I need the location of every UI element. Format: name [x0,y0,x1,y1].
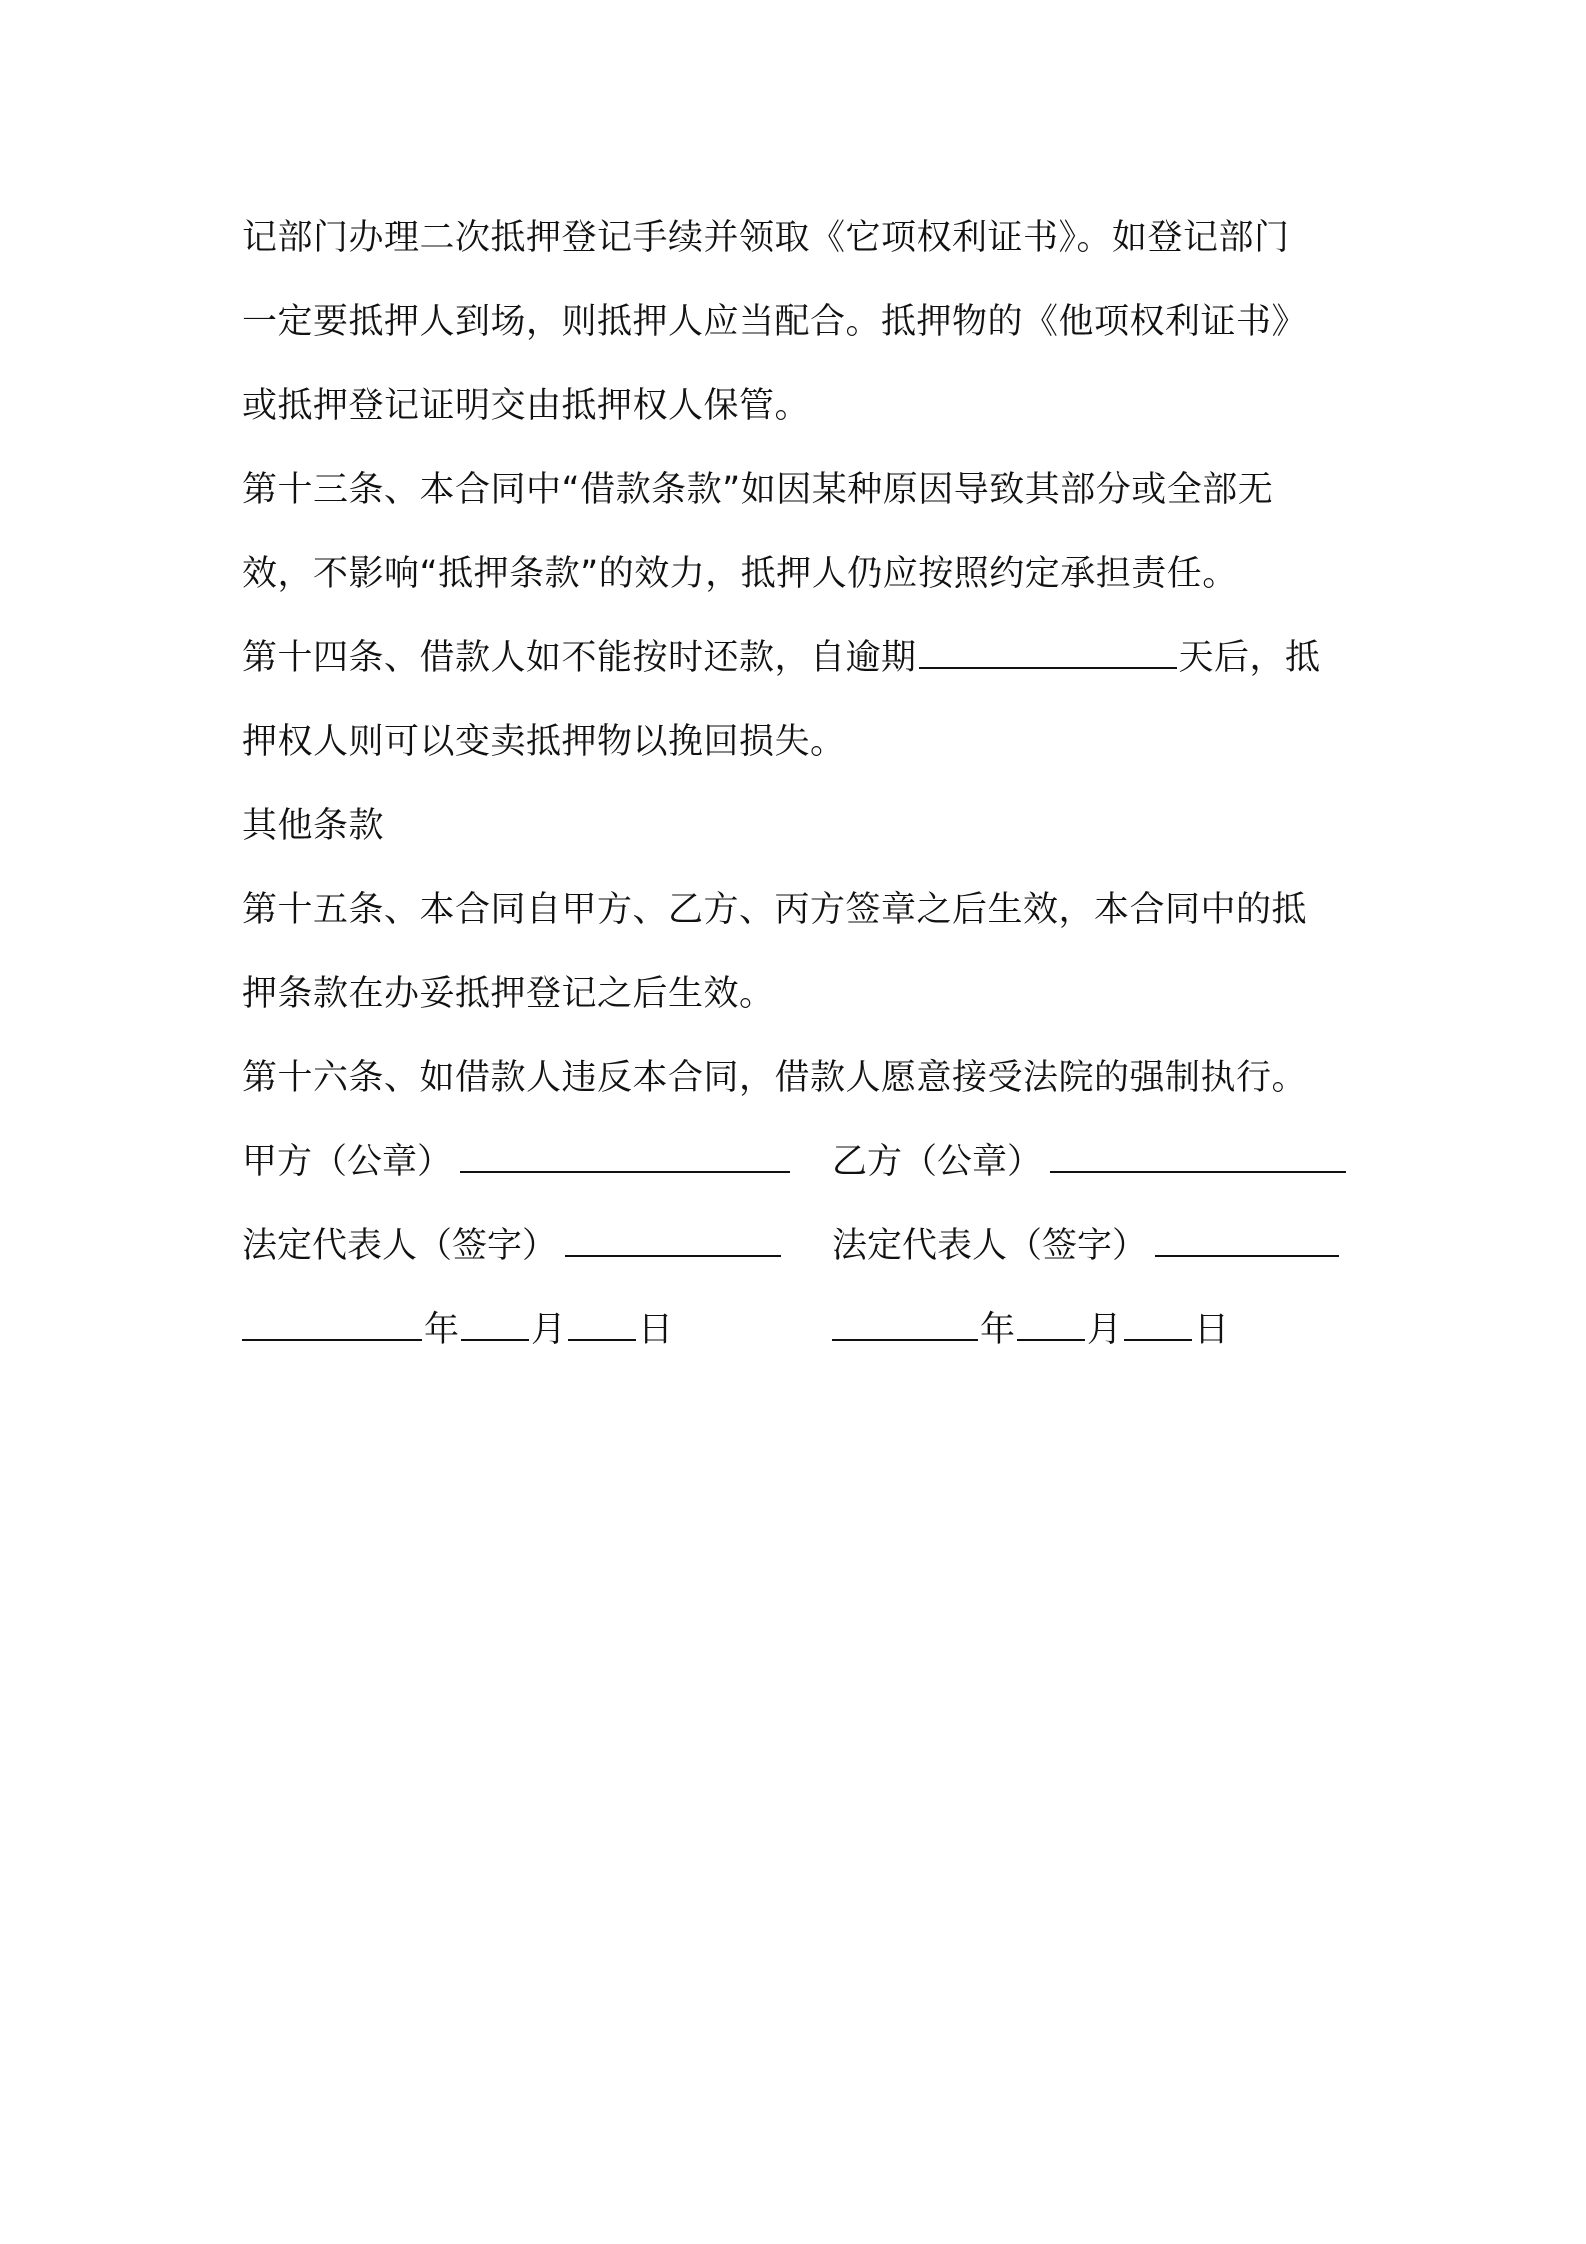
day-b-label: 日 [1194,1310,1230,1350]
date-b [832,1288,1229,1372]
article-15-line: 押条款在办妥抵押登记之后生效。 [242,974,775,1014]
day-a-blank[interactable] [568,1309,636,1341]
year-a-blank[interactable] [242,1309,422,1341]
party-b-seal-label: 乙方（公章） [832,1142,1043,1182]
article-13-line: 第十三条、本合同中“借款条款”如因某种原因导致其部分或全部无 [242,470,1274,510]
legal-rep-b-label: 法定代表人（签字） [832,1226,1148,1266]
section-heading: 其他条款 [242,806,385,846]
party-a-seal-label: 甲方（公章） [242,1142,453,1182]
party-b-seal [832,1120,1348,1204]
seal-row [242,1120,1362,1204]
party-a-seal [242,1120,792,1204]
party-a-seal-blank[interactable] [460,1141,790,1173]
legal-rep-a [242,1204,783,1288]
document-body [242,196,1362,1372]
legal-rep-row [242,1204,1362,1288]
article-15-line: 第十五条、本合同自甲方、乙方、丙方签章之后生效，本合同中的抵 [242,890,1308,930]
month-b-blank[interactable] [1017,1309,1085,1341]
paragraph-line: 一定要抵押人到场，则抵押人应当配合。抵押物的《他项权利证书》 [242,302,1308,342]
date-row [242,1288,1362,1372]
legal-rep-b [832,1204,1341,1288]
date-a [242,1288,673,1372]
month-b-label: 月 [1087,1310,1123,1350]
article-14-line: 押权人则可以变卖抵押物以挽回损失。 [242,722,846,762]
article-14-text: 第十四条、借款人如不能按时还款，自逾期 [242,638,917,678]
article-14-text-after: 天后，抵 [1178,638,1321,678]
month-a-label: 月 [531,1310,567,1350]
year-b-label: 年 [980,1310,1016,1350]
legal-rep-a-blank[interactable] [565,1225,781,1257]
day-b-blank[interactable] [1124,1309,1192,1341]
legal-rep-b-blank[interactable] [1155,1225,1339,1257]
party-b-seal-blank[interactable] [1050,1141,1346,1173]
paragraph-line: 或抵押登记证明交由抵押权人保管。 [242,386,811,426]
year-a-label: 年 [424,1310,460,1350]
article-16-line: 第十六条、如借款人违反本合同，借款人愿意接受法院的强制执行。 [242,1058,1308,1098]
article-14-line [242,616,1362,700]
overdue-days-blank[interactable] [919,637,1177,669]
legal-rep-a-label: 法定代表人（签字） [242,1226,558,1266]
day-a-label: 日 [638,1310,674,1350]
paragraph-line: 记部门办理二次抵押登记手续并领取《它项权利证书》。如登记部门 [242,218,1290,258]
article-13-line: 效，不影响“抵押条款”的效力，抵押人仍应按照约定承担责任。 [242,554,1238,594]
year-b-blank[interactable] [832,1309,978,1341]
month-a-blank[interactable] [461,1309,529,1341]
